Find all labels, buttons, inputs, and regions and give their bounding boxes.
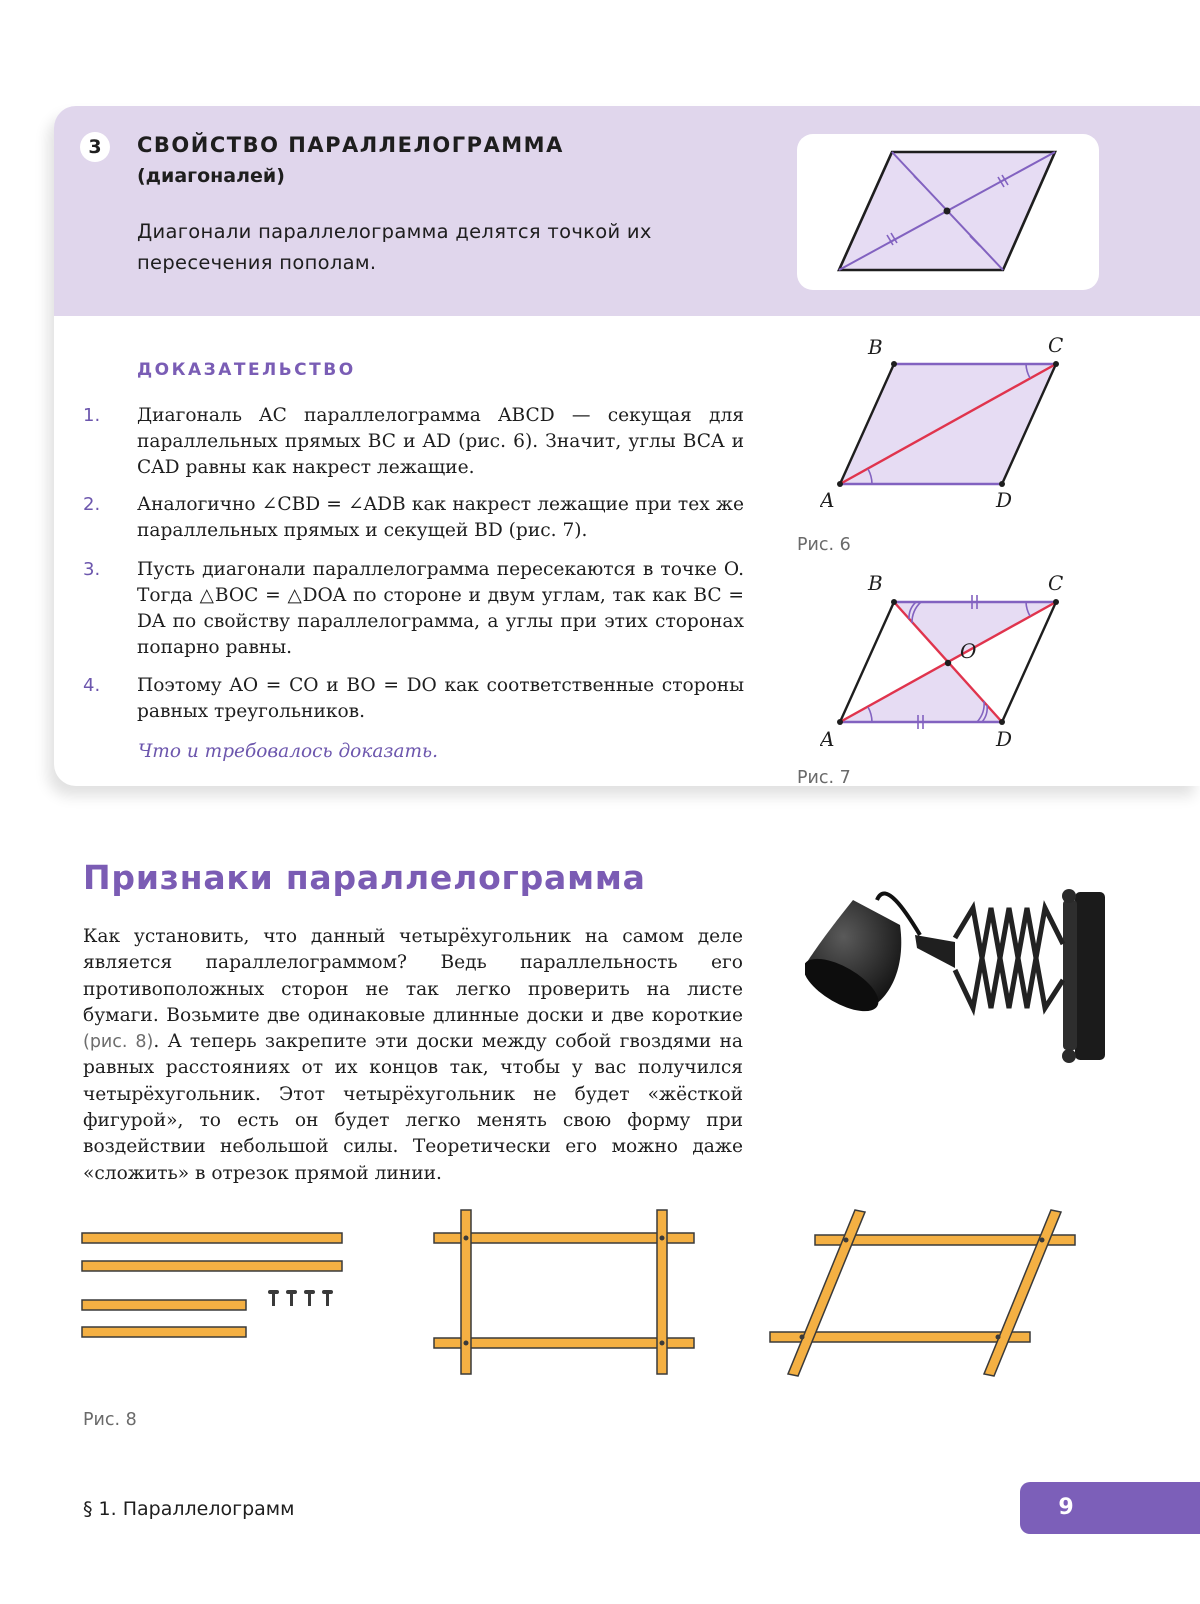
- figure-6-caption: Рис. 6: [797, 535, 851, 555]
- proof-step: Диагональ AC параллелограмма ABCD — секущая для параллельных прямых BC и AD (рис. 6). Значит, углы BCA и CAD равны как накрест лежащие.: [137, 405, 744, 478]
- page-number-box: [1020, 1482, 1200, 1534]
- parallelogram-diagonals-figure: [797, 134, 1099, 290]
- section-heading: Признаки параллелограмма: [83, 858, 646, 897]
- intersection-point: [944, 208, 951, 215]
- proof-step: Поэтому AO = CO и BO = DO как соответственные стороны равных треугольников.: [137, 675, 744, 722]
- label-a: A: [820, 727, 835, 750]
- section-paragraph: Как установить, что данный четырёхугольник на самом деле является параллелограммом? Ведь параллельность его противоположных сторон не так легко проверить на листе бумаги. Возьмите две одинаковые длинные доски и две короткие (рис. 8). А теперь закрепите эти доски между собой гвоздями на равных расстояниях от их концов так, чтобы у вас получился четырёхугольник. Этот четырёхугольник не будет «жёсткой фигурой», то есть он будет легко менять свою форму при воздействии небольшой силы. Теоретически его можно даже «сложить» в отрезок прямой линии.: [83, 926, 743, 1184]
- proof-step-number: 4.: [83, 675, 101, 696]
- scissor-lamp-illustration: [805, 880, 1115, 1080]
- footer-chapter: § 1. Параллелограмм: [83, 1498, 295, 1520]
- figure-6: [820, 336, 1080, 516]
- theorem-subtitle: (диагоналей): [137, 165, 285, 187]
- proof-step: Пусть диагонали параллелограмма пересекаются в точке O. Тогда △BOC = △DOA по стороне и двум углам, так как BC = DA по свойству параллелограмма, а углы при этих сторонах попарно равны.: [137, 559, 744, 658]
- proof-step-number: 3.: [83, 559, 101, 580]
- figure-7: [820, 572, 1080, 750]
- proof-step-number: 1.: [83, 405, 101, 426]
- theorem-number-badge: 3: [80, 132, 110, 162]
- proof-step-number: 2.: [83, 494, 101, 515]
- figure-8: [80, 1198, 1180, 1390]
- theorem-figure-card: [797, 134, 1099, 290]
- label-d: D: [996, 727, 1013, 750]
- label-c: C: [1048, 336, 1064, 357]
- page-number: 9: [1058, 1495, 1074, 1520]
- figure-reference: (рис. 8): [83, 1032, 154, 1053]
- label-c: C: [1048, 572, 1064, 595]
- proof-step: Аналогично ∠CBD = ∠ADB как накрест лежащие при тех же параллельных прямых и секущей BD (рис. 7).: [137, 494, 744, 541]
- nails-icon: [268, 1290, 333, 1306]
- qed-text: Что и требовалось доказать.: [138, 741, 439, 762]
- label-d: D: [996, 488, 1013, 512]
- figure-7-caption: Рис. 7: [797, 768, 851, 788]
- figure-8-caption: Рис. 8: [83, 1410, 137, 1430]
- label-b: B: [868, 336, 883, 359]
- label-b: B: [868, 572, 883, 595]
- proof-heading: ДОКАЗАТЕЛЬСТВО: [137, 360, 356, 380]
- theorem-statement: Диагонали параллелограмма делятся точкой их пересечения пополам.: [137, 220, 652, 274]
- theorem-title: СВОЙСТВО ПАРАЛЛЕЛОГРАММА: [137, 133, 564, 157]
- label-o: O: [960, 639, 977, 663]
- label-a: A: [820, 488, 835, 512]
